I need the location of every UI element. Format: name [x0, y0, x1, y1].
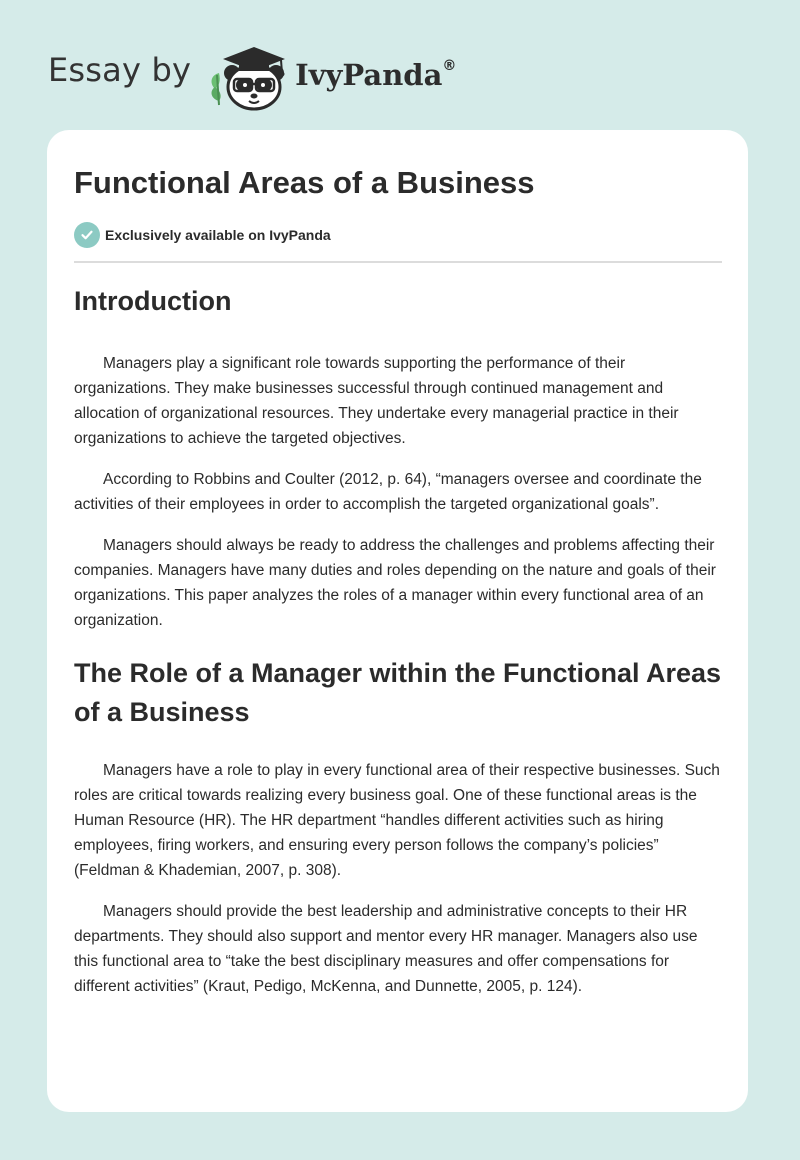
brand-name[interactable]: IvyPanda®: [295, 58, 457, 92]
paragraph: Managers should provide the best leadership and administrative concepts to their HR departments. They should also support and mentor every HR manager. Managers also use this functional area to “take the best disciplinary measures and offer compensations for different activities” (Kraut, Pedigo, McKenna, and Dunnette, 2005, p. 124).: [74, 903, 698, 995]
article-body: [74, 282, 722, 999]
page-title: Functional Areas of a Business: [74, 165, 535, 200]
panda-graduate-logo-icon[interactable]: [205, 39, 303, 111]
exclusive-badge: [74, 222, 331, 248]
section-heading-role-of-manager: The Role of a Manager within the Functional Areas of a Business: [74, 658, 722, 727]
check-circle-icon: [74, 222, 100, 248]
essay-card: [47, 130, 748, 1112]
paragraph: Managers play a significant role towards supporting the performance of their organizations. They make businesses successful through continued management and allocation of organizational resources. They undertake every managerial practice in their organizations to achieve the targeted objectives.: [74, 355, 679, 447]
registered-mark: ®: [442, 58, 457, 75]
site-header: [48, 38, 456, 108]
section-heading-introduction: Introduction: [74, 286, 232, 316]
badge-text: Exclusively available on IvyPanda: [105, 227, 331, 243]
paragraph: According to Robbins and Coulter (2012, p. 64), “managers oversee and coordinate the activities of their employees in order to accomplish the targeted organizational goals”.: [74, 471, 702, 513]
paragraph: Managers have a role to play in every functional area of their respective businesses. Such roles are critical towards realizing every business goal. One of these functional areas is the Human Resource (HR). The HR department “handles different activities such as hiring employees, firing workers, and ensuring every person follows the company’s policies” (Feldman & Khademian, 2007, p. 308).: [74, 762, 720, 879]
divider: [74, 261, 722, 263]
paragraph: Managers should always be ready to address the challenges and problems affecting their companies. Managers have many duties and roles depending on the nature and goals of their organizations. This paper analyzes the roles of a manager within every functional area of an organization.: [74, 537, 716, 629]
essay-by-label: Essay by: [48, 51, 192, 89]
